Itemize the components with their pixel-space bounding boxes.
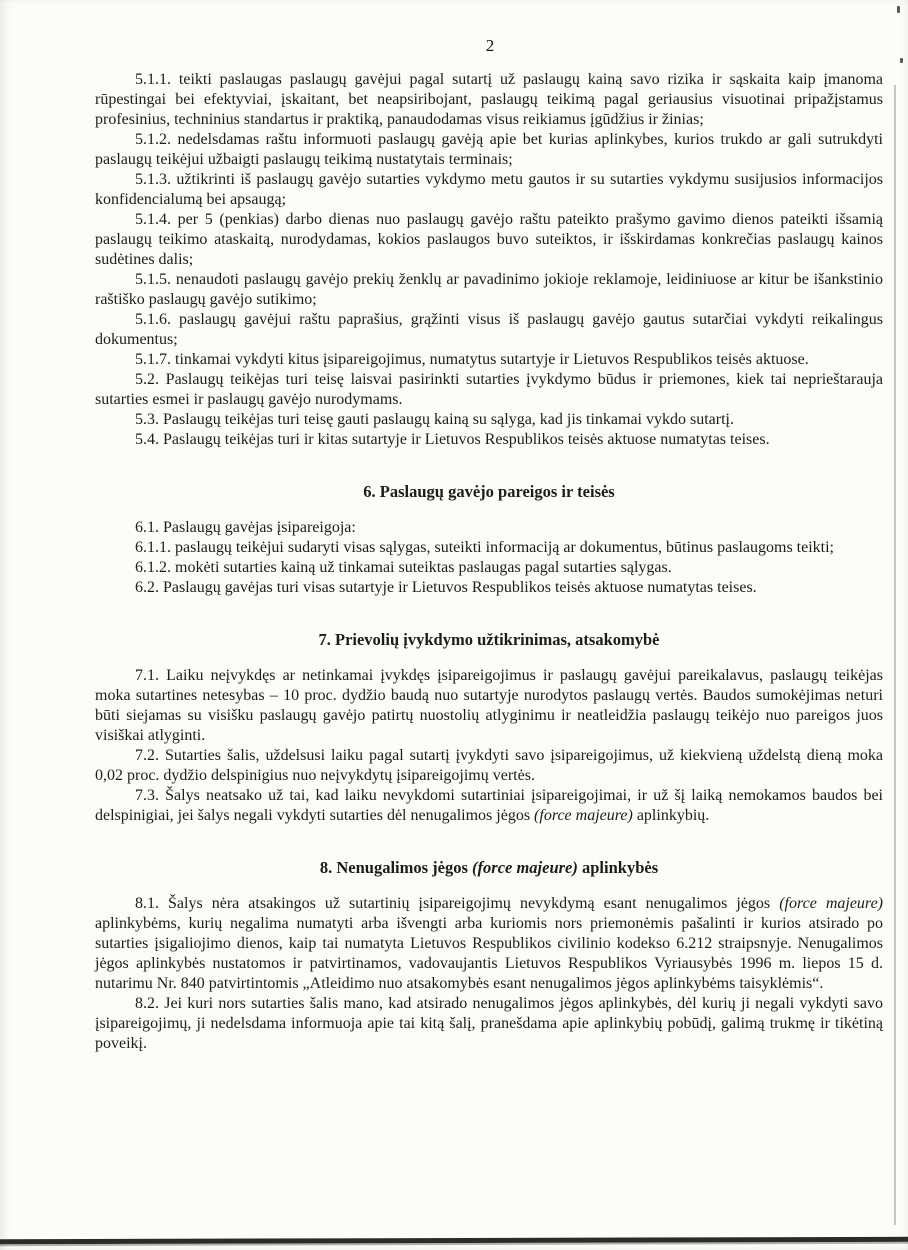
text-segment: 5.1.1. teikti paslaugas paslaugų gavėjui pagal sutartį už paslaugų kainą savo rizika ir sąskaita kaip įmanoma rūpestingai bei efektyviai, įskaitant, bet neapsiribojant, paslaugų teikimą pagal geriausius visuotinai pripažįstamus profesinius, techninius standartus ir praktiką, panaudodamas visus reikiamus įgūdžius ir žinias;	[95, 71, 883, 128]
document-body	[95, 70, 883, 1054]
text-segment: 6.1.1. paslaugų teikėjui sudaryti visas sąlygas, suteikti informaciją ar dokumentus, būtinus paslaugoms teikti;	[135, 539, 834, 556]
paragraph	[95, 746, 883, 786]
paragraph	[95, 994, 883, 1054]
text-segment: 5.1.5. nenaudoti paslaugų gavėjo prekių ženklų ar pavadinimo jokioje reklamoje, leidiniuose ar kitur be išankstinio raštiško paslaugų gavėjo sutikimo;	[95, 271, 883, 308]
text-segment: 5.2. Paslaugų teikėjas turi teisę laisvai pasirinkti sutarties įvykdymo būdus ir priemones, kiek tai neprieštarauja sutarties esmei ir paslaugų gavėjo nurodymams.	[95, 371, 883, 408]
scan-artifact-speck	[897, 6, 900, 13]
text-segment: 5.4. Paslaugų teikėjas turi ir kitas sutartyje ir Lietuvos Respublikos teisės aktuose numatytas teises.	[135, 431, 770, 448]
text-segment: 8.2. Jei kuri nors sutarties šalis mano, kad atsirado nenugalimos jėgos aplinkybės, dėl kurių ji negali vykdyti savo įsipareigojimų, ji nedelsdama informuoja apie tai kitą šalį, pranešdama apie aplinkybių pobūdį, galimą trukmę ir tikėtiną poveikį.	[95, 995, 883, 1052]
section-heading	[95, 482, 883, 502]
paragraph	[95, 538, 883, 558]
text-segment: aplinkybėms, kurių negalima numatyti arba išvengti arba kuriomis nors priemonėmis pašalinti ir kurios atsirado po sutarties įsigaliojimo dienos, kaip tai numatyta Lietuvos Respublikos civilinio kodekso 6.212 straipsnyje. Nenugalimos jėgos aplinkybės nustatomos ir patvirtinamos, vadovaujantis Lietuvos Respublikos Vyriausybės 1996 m. liepos 15 d. nutarimu Nr. 840 patvirtintomis „Atleidimo nuo atsakomybės esant nenugalimos jėgos aplinkybėms taisyklėmis“.	[95, 915, 883, 992]
scan-artifact-speck	[900, 58, 903, 63]
paragraph	[95, 130, 883, 170]
section-heading	[95, 630, 883, 650]
paragraph	[95, 578, 883, 598]
paragraph	[95, 170, 883, 210]
text-segment: 5.1.4. per 5 (penkias) darbo dienas nuo paslaugų gavėjo raštu pateikto prašymo gavimo dienos pateikti išsamią paslaugų teikimo ataskaitą, nurodydamas, kokios paslaugos buvo suteiktos, ir išskirdamas konkrečias paslaugų kainos sudėtines dalis;	[95, 211, 883, 268]
text-segment: 7.2. Sutarties šalis, uždelsusi laiku pagal sutartį įvykdyti savo įsipareigojimus, už kiekvieną uždelstą dieną moka 0,02 proc. dydžio delspinigius nuo neįvykdytų įsipareigojimų vertės.	[95, 747, 883, 784]
paragraph	[95, 70, 883, 130]
paragraph	[95, 270, 883, 310]
text-segment: 5.1.3. užtikrinti iš paslaugų gavėjo sutarties vykdymo metu gautos ir su sutarties vykdymu susijusios informacijos konfidencialumą bei apsaugą;	[95, 171, 883, 208]
text-segment: 7.3. Šalys neatsako už tai, kad laiku nevykdomi sutartiniai įsipareigojimai, ir už šį laiką nemokamos baudos bei delspinigiai, jei šalys negali vykdyti sutarties dėl nenugalimos jėgos	[95, 787, 883, 824]
text-segment: 6. Paslaugų gavėjo pareigos ir teisės	[363, 482, 615, 501]
paragraph	[95, 350, 883, 370]
section-heading	[95, 858, 883, 878]
text-segment: 8.1. Šalys nėra atsakingos už sutartinių įsipareigojimų nevykdymą esant nenugalimos jėgos	[135, 895, 780, 912]
text-segment: 6.2. Paslaugų gavėjas turi visas sutartyje ir Lietuvos Respublikos teisės aktuose numatytas teises.	[135, 579, 757, 596]
paragraph	[95, 518, 883, 538]
scan-artifact-bottom-edge	[0, 1237, 908, 1244]
text-segment: aplinkybės	[577, 858, 659, 877]
italic-text-segment: (force majeure)	[534, 807, 633, 824]
text-segment: 7.1. Laiku neįvykdęs ar netinkamai įvykdęs įsipareigojimus ir paslaugų gavėjui pareikalavus, paslaugų teikėjas moka sutartines netesybas – 10 proc. dydžio baudą nuo sutartyje nurodytos paslaugų vertės. Baudos sumokėjimas neturi būti siejamas su visišku paslaugų gavėjo patirtų nuostolių atlyginimu ir neatleidžia paslaugų teikėjo nuo pareigos juos visiškai atlyginti.	[95, 667, 883, 744]
scan-artifact-right-edge	[894, 85, 896, 1225]
text-segment: 8. Nenugalimos jėgos	[319, 858, 473, 877]
text-segment: 6.1.2. mokėti sutarties kainą už tinkamai suteiktas paslaugas pagal sutarties sąlygas.	[135, 559, 672, 576]
text-segment: 5.1.7. tinkamai vykdyti kitus įsipareigojimus, numatytus sutartyje ir Lietuvos Respublikos teisės aktuose.	[135, 351, 809, 368]
text-segment: aplinkybių.	[632, 807, 710, 824]
paragraph	[95, 310, 883, 350]
text-segment: 7. Prievolių įvykdymo užtikrinimas, atsakomybė	[318, 630, 660, 649]
text-segment: 6.1. Paslaugų gavėjas įsipareigoja:	[135, 519, 356, 536]
italic-text-segment: (force majeure)	[779, 895, 883, 912]
paragraph	[95, 370, 883, 410]
text-segment: 5.3. Paslaugų teikėjas turi teisę gauti paslaugų kainą su sąlyga, kad jis tinkamai vykdo sutartį.	[135, 411, 734, 428]
text-segment: 5.1.6. paslaugų gavėjui raštu paprašius, grąžinti visus iš paslaugų gavėjo gautus sutarčiai vykdyti reikalingus dokumentus;	[95, 311, 883, 348]
paragraph	[95, 894, 883, 994]
paragraph	[95, 430, 883, 450]
paragraph	[95, 558, 883, 578]
paragraph	[95, 666, 883, 746]
paragraph	[95, 410, 883, 430]
italic-text-segment: (force majeure)	[472, 858, 578, 877]
text-segment: 5.1.2. nedelsdamas raštu informuoti paslaugų gavėją apie bet kurias aplinkybes, kurios trukdo ar gali sutrukdyti paslaugų teikėjui užbaigti paslaugų teikimą nustatytais terminais;	[95, 131, 883, 168]
page-number: 2	[485, 36, 495, 55]
paragraph	[95, 786, 883, 826]
paragraph	[95, 210, 883, 270]
